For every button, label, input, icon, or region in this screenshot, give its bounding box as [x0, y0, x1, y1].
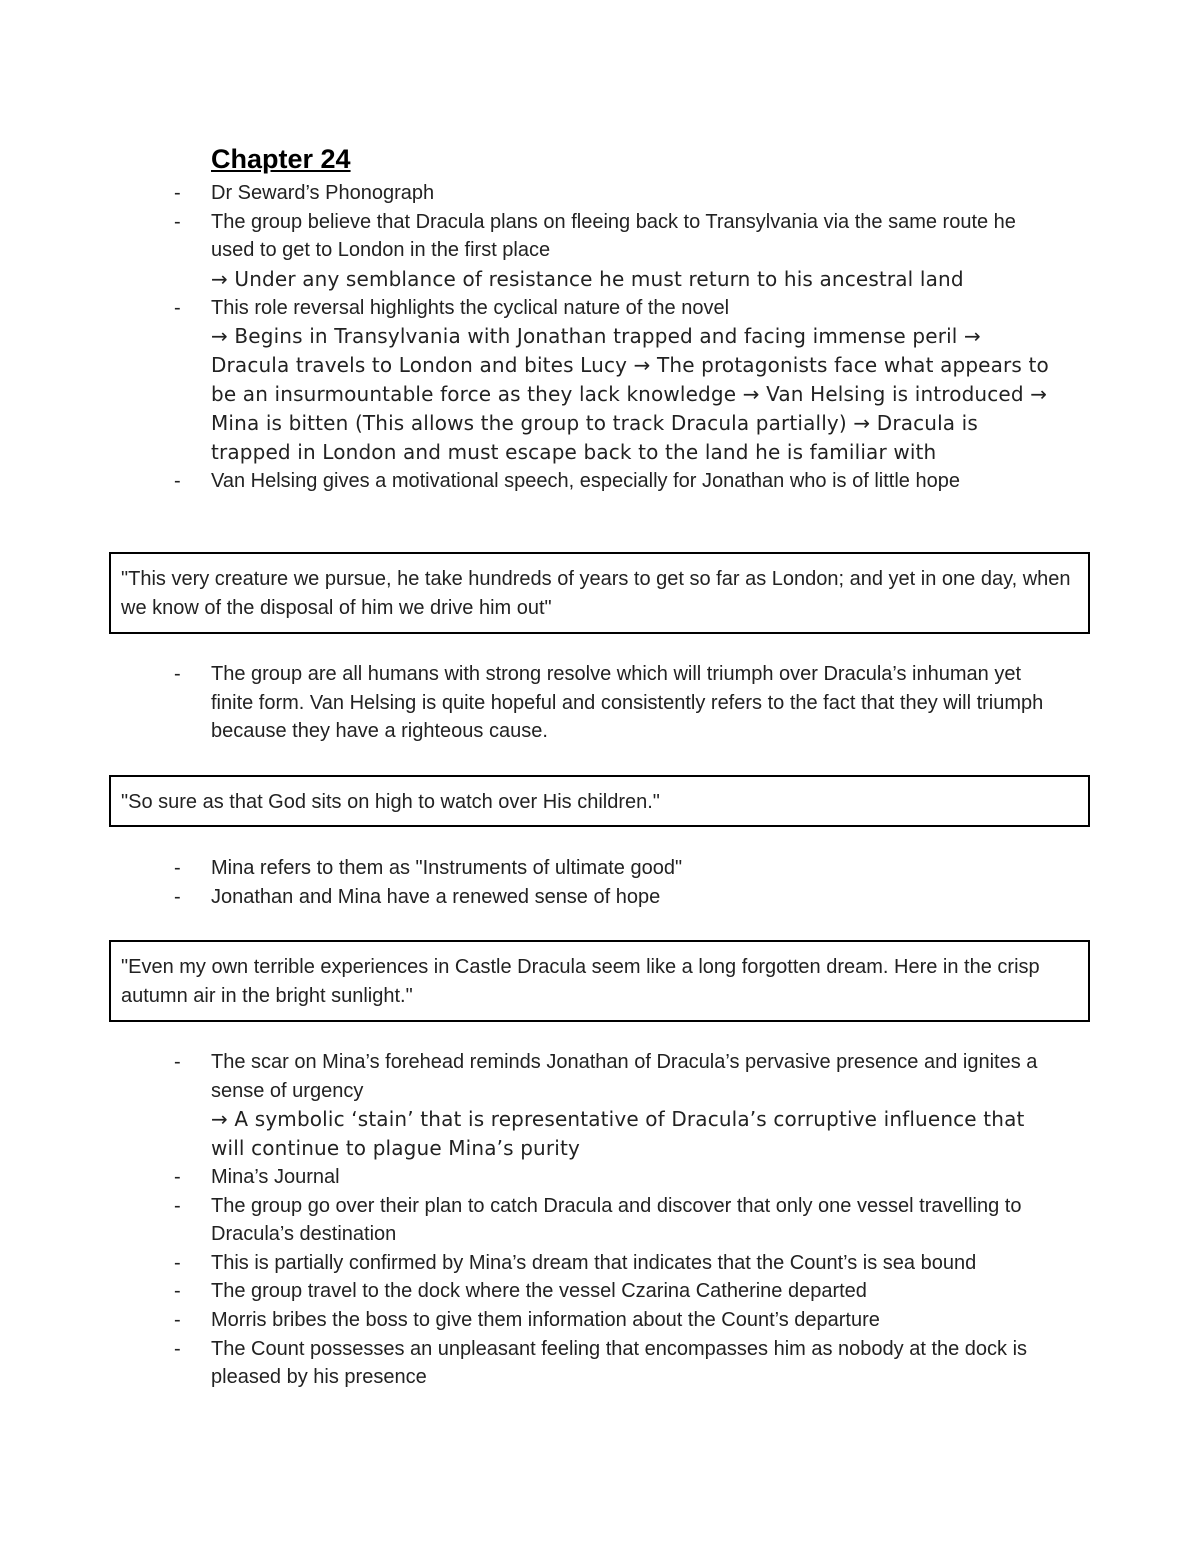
arrow-note: → Begins in Transylvania with Jonathan trapped and facing immense peril → Dracula travels to London and bites Lucy → The protagonists face what appears to be an insurmountable force as they lack knowledge → Van Helsing is introduced → Mina is bitten (This allows the group to track Dracula partially) → Dracula is trapped in London and must escape back to the land he is familiar with — [211, 324, 1049, 464]
list-item-text: The group go over their plan to catch Dracula and discover that only one vessel travelling to Dracula’s destination — [211, 1194, 1022, 1246]
list-item-text: Mina’s Journal — [211, 1166, 340, 1188]
list-item-text: This is partially confirmed by Mina’s dream that indicates that the Count’s is sea bound — [211, 1251, 977, 1274]
bullet-dash: - — [174, 1337, 181, 1360]
list-item — [0, 1163, 1200, 1192]
arrow-note: → A symbolic ‘stain’ that is representative of Dracula’s corruptive influence that will continue to plague Mina’s purity — [211, 1107, 1025, 1161]
list-item — [0, 883, 1200, 912]
page-title: Chapter 24 — [211, 144, 351, 174]
bullet-dash: - — [174, 210, 181, 233]
list-item — [0, 1306, 1200, 1335]
bullet-dash: - — [174, 857, 181, 879]
bullet-list — [0, 854, 1200, 911]
list-item-text: The group believe that Dracula plans on fleeing back to Transylvania via the same route he used to get to London in the first place — [211, 210, 1016, 262]
list-item-text: The group are all humans with strong resolve which will triumph over Dracula’s inhuman yet finite form. Van Helsing is quite hopeful and consistently refers to the fact that they will triumph because they have a righteous cause. — [211, 663, 1044, 743]
bullet-list — [0, 660, 1200, 746]
bullet-dash: - — [174, 885, 181, 908]
bullet-dash: - — [174, 469, 181, 492]
bullet-dash: - — [174, 1051, 181, 1073]
bullet-dash: - — [174, 663, 181, 685]
bullet-dash: - — [174, 1166, 181, 1188]
list-item — [0, 208, 1200, 294]
list-item — [0, 660, 1200, 746]
list-item — [0, 1192, 1200, 1249]
quote-text: "Even my own terrible experiences in Castle Dracula seem like a long forgotten dream. Here in the crisp autumn air in the bright sunlight." — [121, 956, 1040, 1007]
list-item — [0, 1335, 1200, 1392]
list-item-text: The Count possesses an unpleasant feeling that encompasses him as nobody at the dock is pleased by his presence — [211, 1337, 1028, 1389]
list-item-text: This role reversal highlights the cyclical nature of the novel — [211, 296, 730, 319]
bullet-dash: - — [174, 1194, 181, 1217]
list-item — [0, 854, 1200, 883]
bullet-list — [0, 179, 1200, 495]
list-item-text: The scar on Mina’s forehead reminds Jonathan of Dracula’s pervasive presence and ignites a sense of urgency — [211, 1051, 1038, 1102]
bullet-dash: - — [174, 1251, 181, 1274]
list-item-text: Morris bribes the boss to give them information about the Count’s departure — [211, 1308, 880, 1331]
list-item-text: Jonathan and Mina have a renewed sense of hope — [211, 885, 661, 908]
quote-box — [109, 940, 1090, 1022]
list-item — [0, 1277, 1200, 1306]
bullet-dash: - — [174, 1280, 181, 1303]
arrow-note: → Under any semblance of resistance he must return to his ancestral land — [211, 266, 964, 291]
quote-text: "This very creature we pursue, he take hundreds of years to get so far as London; and yet in one day, when we know of the disposal of him we drive him out" — [121, 568, 1071, 619]
bullet-dash: - — [174, 182, 181, 204]
quote-box — [109, 775, 1090, 827]
list-item — [0, 467, 1200, 496]
bullet-dash: - — [174, 1308, 181, 1331]
list-item — [0, 1048, 1200, 1163]
list-item — [0, 294, 1200, 467]
quote-box — [109, 552, 1090, 634]
list-item — [0, 179, 1200, 208]
quote-text: "So sure as that God sits on high to watch over His children." — [121, 791, 660, 813]
bullet-list — [0, 1048, 1200, 1392]
list-item-text: Dr Seward’s Phonograph — [211, 182, 435, 204]
bullet-dash: - — [174, 296, 181, 319]
list-item-text: Mina refers to them as "Instruments of ultimate good" — [211, 857, 683, 879]
list-item — [0, 1249, 1200, 1278]
list-item-text: Van Helsing gives a motivational speech, especially for Jonathan who is of little hope — [211, 469, 960, 492]
list-item-text: The group travel to the dock where the vessel Czarina Catherine departed — [211, 1280, 867, 1303]
